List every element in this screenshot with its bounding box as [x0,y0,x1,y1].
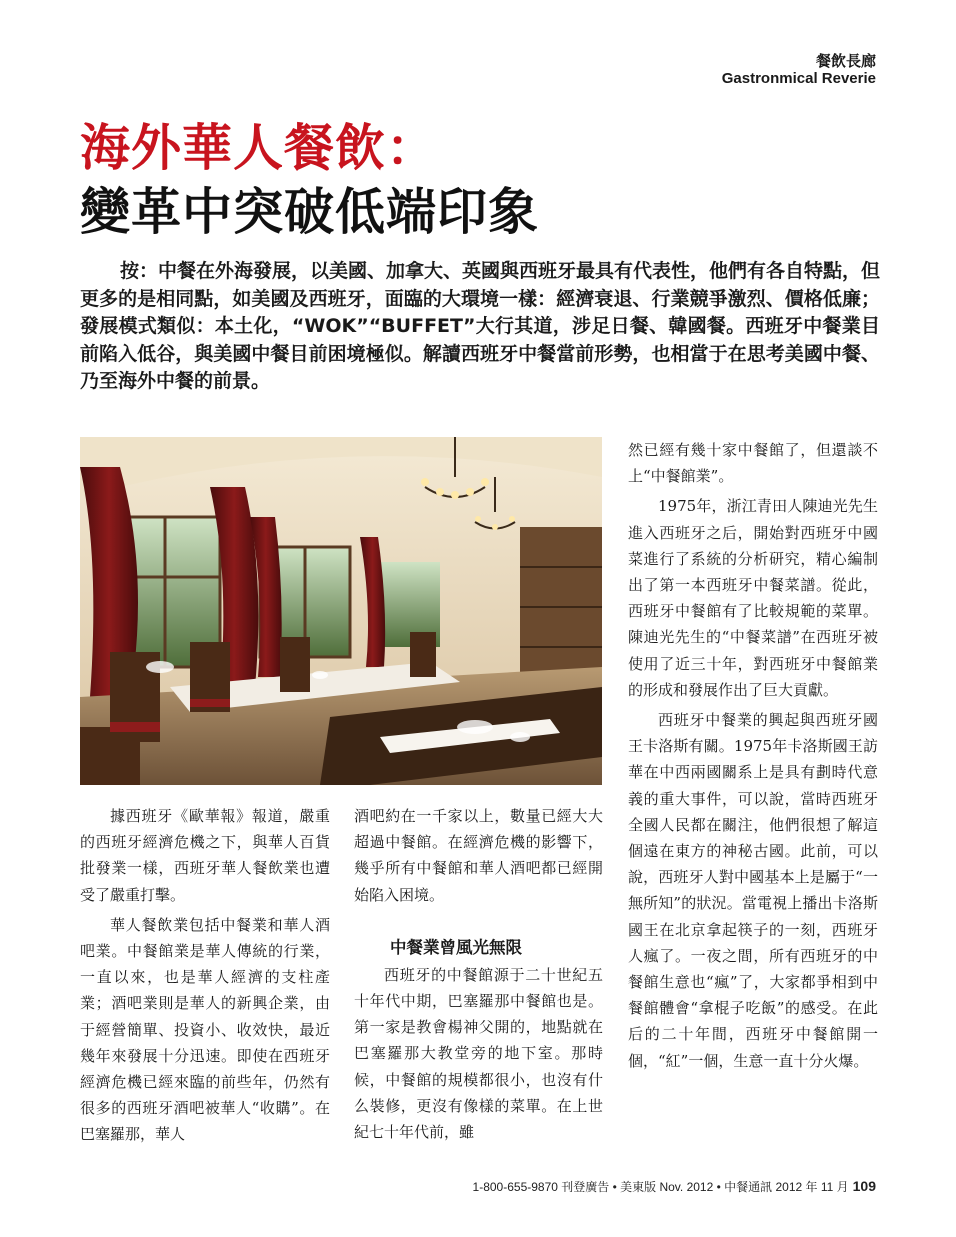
restaurant-interior-photo [80,437,602,785]
section-subheading: 中餐業曾風光無限 [390,937,522,957]
footer-text: 1-800-655-9870 刊登廣告 • 美東版 Nov. 2012 • 中餐通訊 2012 年 11 月 [472,1180,849,1194]
body-column-right [628,437,878,1078]
body-column-left [80,803,330,1152]
body-paragraph-continued: 然已經有幾十家中餐館了，但還談不上“中餐館業”。 [628,441,878,486]
body-paragraph: 華人餐飲業包括中餐業和華人酒吧業。中餐館業是華人傳統的行業，一直以來，也是華人經濟的支柱產業；酒吧業則是華人的新興企業，由于經營簡單、投資小、收效快，最近幾年來發展十分迅速。即使在西班牙經濟危機已經來臨的前些年，仍然有很多的西班牙酒吧被華人“收購”。在巴塞羅那，華人 [80,915,330,1144]
restaurant-interior-photo-icon [80,437,602,785]
body-column-middle [354,803,603,1149]
headline-line-1: 海外華人餐飲： [80,118,437,177]
body-paragraph: 西班牙中餐業的興起與西班牙國王卡洛斯有關。1975年卡洛斯國王訪華在中西兩國關系上是具有劃時代意義的重大事件，可以說，當時西班牙全國人民都在關注，他們很想了解這個遠在東方的神秘古國。此前，可以說，西班牙人對中國基本上是屬于“一無所知”的狀況。當電視上播出卡洛斯國王在北京拿起筷子的一刻，西班牙人瘋了。一夜之間，所有西班牙的中餐館生意也“瘋”了，大家都爭相到中餐館體會“拿棍子吃飯”的感受。在此后的二十年間，西班牙中餐館開一個，“紅”一個，生意一直十分火爆。 [628,711,878,1070]
body-paragraph: 西班牙的中餐館源于二十世紀五十年代中期，巴塞羅那中餐館也是。第一家是教會楊神父開的，地點就在巴塞羅那大教堂旁的地下室。那時候，中餐館的規模都很小，也沒有什么裝修，更沒有像樣的菜單。在上世紀七十年代前，雖 [354,965,603,1142]
body-paragraph: 據西班牙《歐華報》報道，嚴重的西班牙經濟危機之下，與華人百貨批發業一樣，西班牙華人餐飲業也遭受了嚴重打擊。 [80,807,330,904]
page-number: 109 [852,1178,876,1194]
body-paragraph-continued: 酒吧約在一千家以上，數量已經大大超過中餐館。在經濟危機的影響下，幾乎所有中餐館和華人酒吧都已經開始陷入困境。 [354,807,603,904]
section-label-en: Gastronmical Reverie [721,70,876,87]
lead-paragraph: 按：中餐在外海發展，以美國、加拿大、英國與西班牙最具有代表性，他們有各自特點，但更多的是相同點，如美國及西班牙，面臨的大環境一樣：經濟衰退、行業競爭激烈、價格低廉；發展模式類似：本土化，“WOK”“BUFFET”大行其道，涉足日餐、韓國餐。西班牙中餐業目前陷入低谷，與美國中餐目前困境極似。解讀西班牙中餐當前形勢，也相當于在思考美國中餐、乃至海外中餐的前景。 [80,260,881,392]
headline-line-2: 變革中突破低端印象 [80,182,539,241]
page-footer [473,1178,876,1195]
body-paragraph: 1975年，浙江青田人陳迪光先生進入西班牙之后，開始對西班牙中國菜進行了系統的分析研究，精心編制出了第一本西班牙中餐菜譜。從此，西班牙中餐館有了比較規範的菜單。陳迪光先生的“中餐菜譜”在西班牙被使用了近三十年，對西班牙中餐館業的形成和發展作出了巨大貢獻。 [628,497,878,699]
section-label-zh: 餐飲長廊 [815,52,876,70]
